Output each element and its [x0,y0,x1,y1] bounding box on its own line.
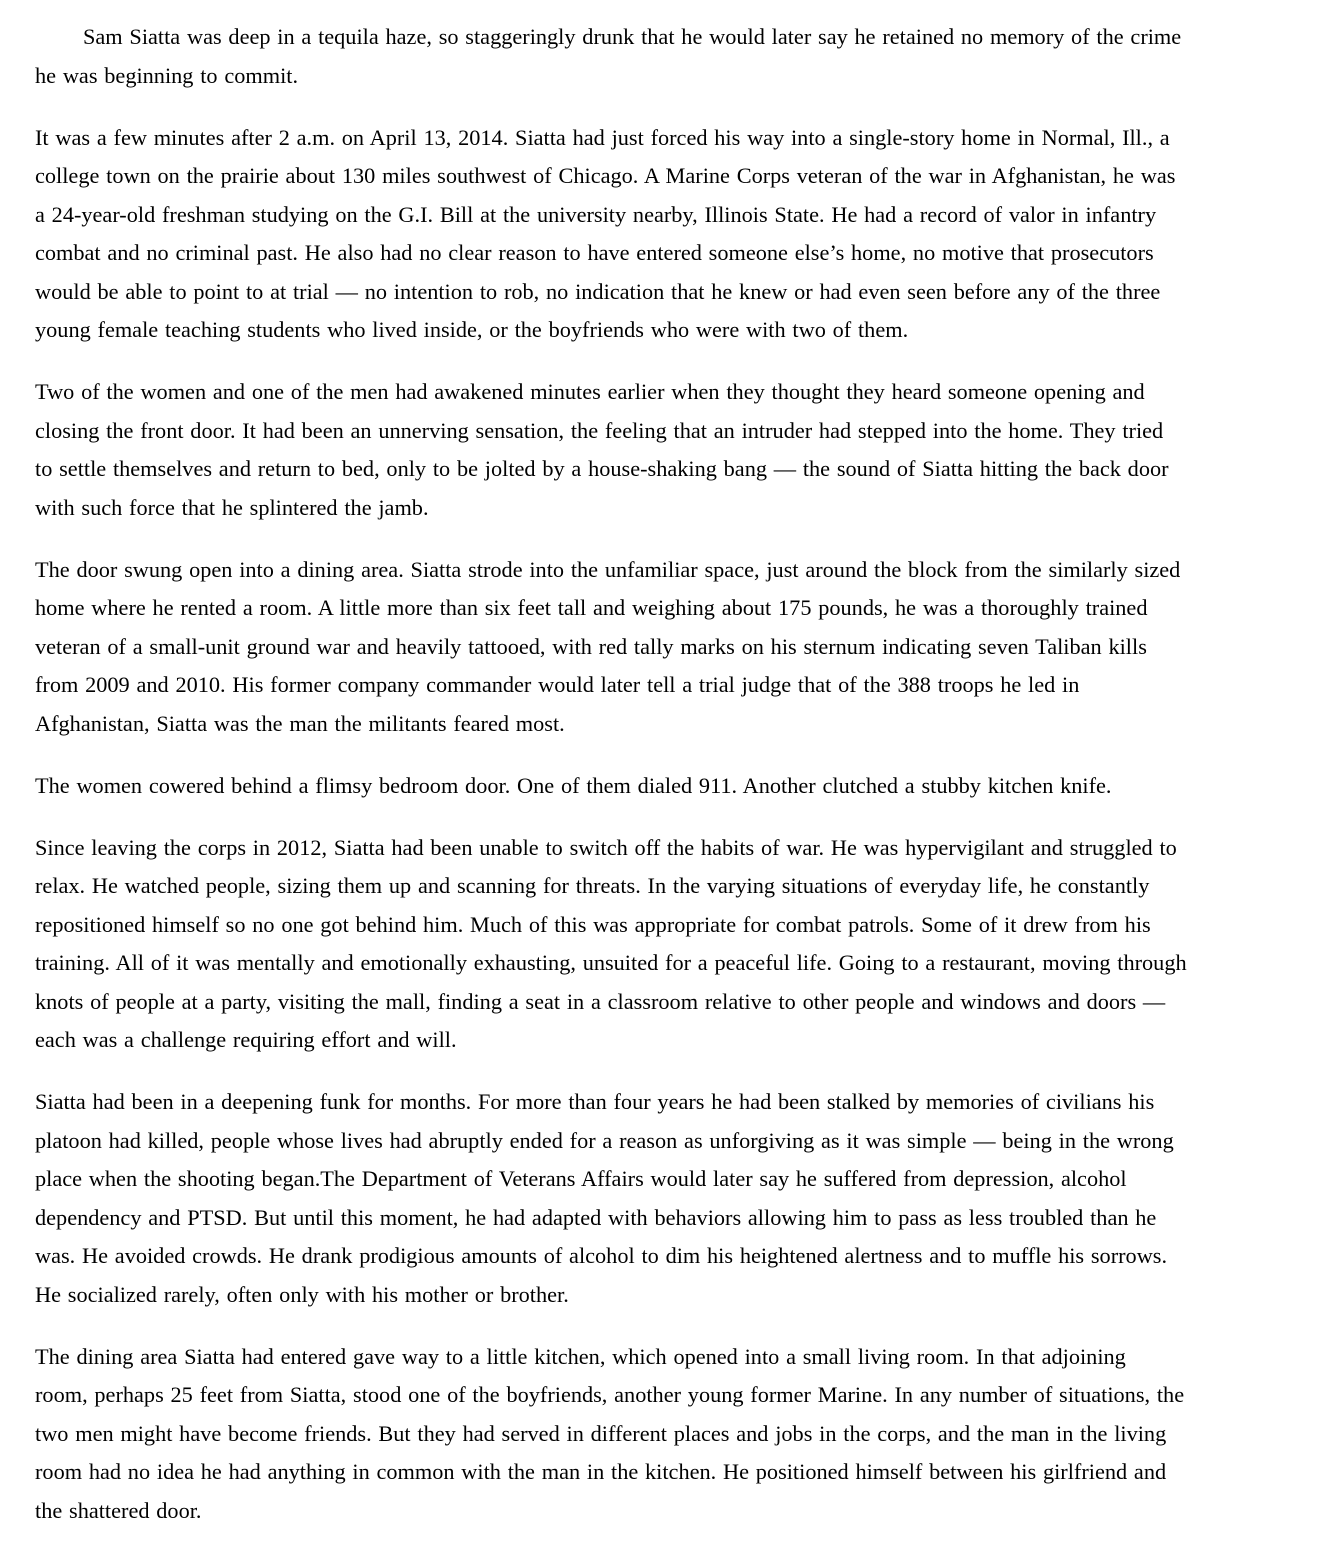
text-line: Two of the women and one of the men had awakened minutes earlier when they thought they heard someone opening and [35,379,1145,404]
text-line: platoon had killed, people whose lives had abruptly ended for a reason as unforgiving as it was simple — being in the wrong [35,1127,1174,1153]
paragraph-2 [35,119,1325,350]
text-line: would be able to point to at trial — no intention to rob, no indication that he knew or had even seen before any of the three [35,278,1161,304]
text-line: It was a few minutes after 2 a.m. on April 13, 2014. Siatta had just forced his way into a single-story home in Normal, Ill., a [35,124,1170,150]
text-line: He socialized rarely, often only with his mother or brother. [35,1281,569,1307]
text-line: The women cowered behind a flimsy bedroom door. One of them dialed 911. Another clutched a stubby kitchen knife. [35,772,1112,798]
paragraph-8 [35,1338,1325,1531]
text-line: young female teaching students who lived inside, or the boyfriends who were with two of them. [35,317,909,342]
text-line: he was beginning to commit. [35,62,299,88]
text-line: home where he rented a room. A little more than six feet tall and weighing about 175 pounds, he was a thoroughly trained [35,595,1148,620]
text-line: the shattered door. [35,1497,202,1523]
text-line: was. He avoided crowds. He drank prodigious amounts of alcohol to dim his heightened alertness and to muffle his sorrows. [35,1243,1168,1268]
text-line: college town on the prairie about 130 miles southwest of Chicago. A Marine Corps veteran of the war in Afghanistan, he was [35,163,1176,188]
text-line: veteran of a small-unit ground war and heavily tattooed, with red tally marks on his sternum indicating seven Taliban kills [35,633,1147,659]
text-line: The door swung open into a dining area. Siatta strode into the unfamiliar space, just around the block from the similarly sized [35,556,1181,582]
text-line: Siatta had been in a deepening funk for months. For more than four years he had been stalked by memories of civilians his [35,1089,1155,1114]
text-line: relax. He watched people, sizing them up and scanning for threats. In the varying situations of everyday life, he constantly [35,873,1150,898]
text-line: closing the front door. It had been an unnerving sensation, the feeling that an intruder had stepped into the home. They tried [35,417,1164,443]
text-line: room had no idea he had anything in common with the man in the kitchen. He positioned himself between his girlfriend and [35,1459,1167,1484]
text-line: Afghanistan, Siatta was the man the militants feared most. [35,710,565,736]
text-line: training. All of it was mentally and emotionally exhausting, unsuited for a peaceful life. Going to a restaurant, moving through [35,950,1187,975]
paragraph-1 [35,18,1325,95]
text-line: Sam Siatta was deep in a tequila haze, so staggeringly drunk that he would later say he retained no memory of the crime [83,24,1182,49]
paragraph-3 [35,373,1325,527]
text-line: a 24-year-old freshman studying on the G.I. Bill at the university nearby, Illinois State. He had a record of valor in infantry [35,201,1157,227]
text-line: Since leaving the corps in 2012, Siatta had been unable to switch off the habits of war. He was hypervigilant and struggled to [35,834,1177,860]
paragraph-7 [35,1083,1325,1314]
text-line: from 2009 and 2010. His former company commander would later tell a trial judge that of the 388 troops he led in [35,672,1080,697]
text-line: room, perhaps 25 feet from Siatta, stood one of the boyfriends, another young former Marine. In any number of situations, the [35,1382,1185,1407]
text-line: two men might have become friends. But they had served in different places and jobs in the corps, and the man in the living [35,1420,1167,1446]
text-line: each was a challenge requiring effort and will. [35,1027,457,1052]
text-line: The dining area Siatta had entered gave way to a little kitchen, which opened into a small living room. In that adjoining [35,1343,1126,1369]
text-line: place when the shooting began.The Department of Veterans Affairs would later say he suffered from depression, alcohol [35,1166,1127,1191]
text-line: repositioned himself so no one got behind him. Much of this was appropriate for combat patrols. Some of it drew from his [35,911,1151,937]
paragraph-6 [35,829,1325,1060]
text-line: knots of people at a party, visiting the mall, finding a seat in a classroom relative to other people and windows and doors — [35,988,1166,1014]
text-line: to settle themselves and return to bed, only to be jolted by a house-shaking bang — the sound of Siatta hitting the back door [35,456,1169,481]
text-line: dependency and PTSD. But until this moment, he had adapted with behaviors allowing him to pass as less troubled than he [35,1204,1157,1230]
text-line: with such force that he splintered the jamb. [35,494,429,520]
text-line: combat and no criminal past. He also had no clear reason to have entered someone else’s home, no motive that prosecutors [35,240,1154,265]
paragraph-4 [35,551,1325,744]
paragraph-5 [35,767,1325,806]
